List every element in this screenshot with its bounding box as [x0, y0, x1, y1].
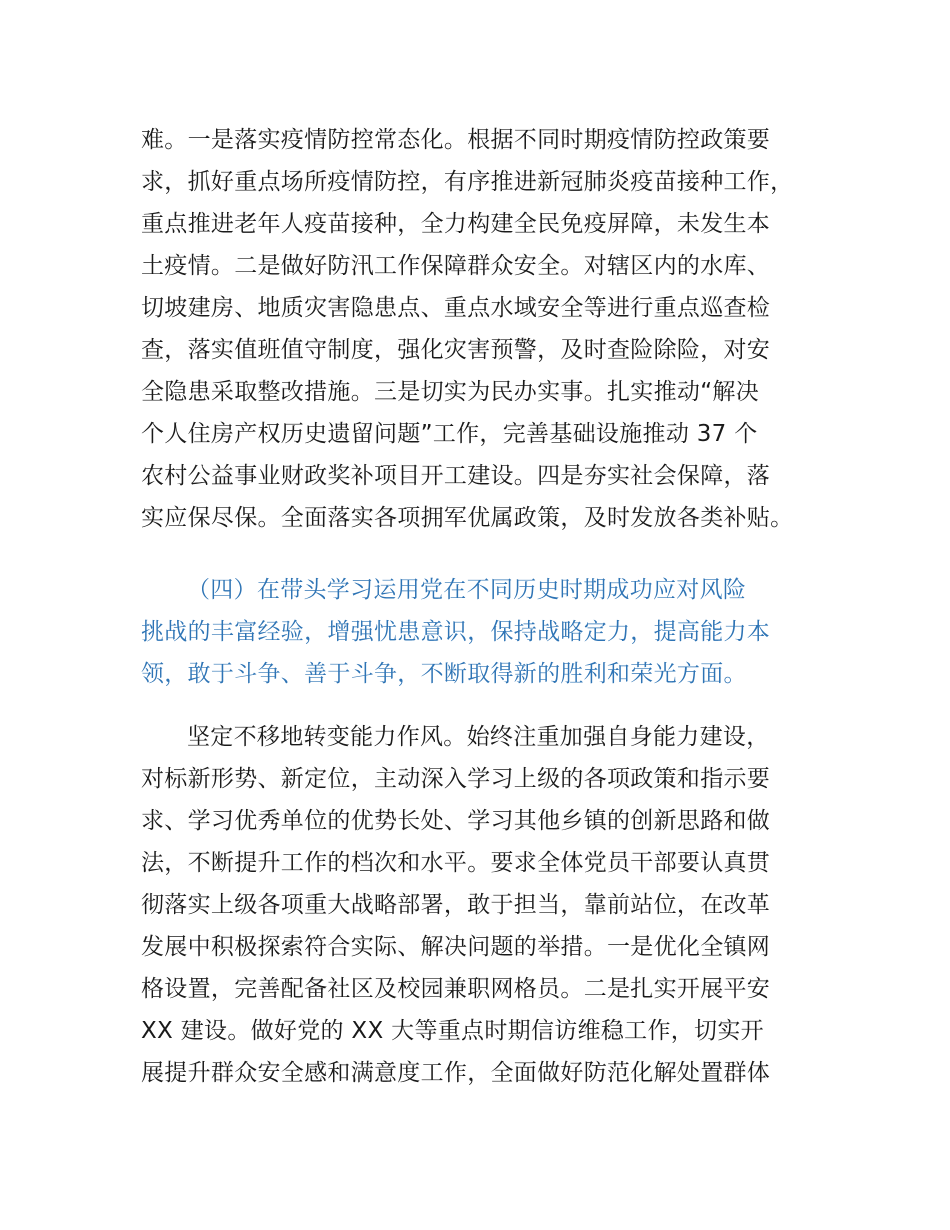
section-heading-four [141, 569, 821, 695]
text-line: 格设置，完善配备社区及校园兼职网格员。二是扎实开展平安 [141, 976, 771, 1002]
text-line: 发展中积极探索符合实际、解决问题的举措。一是优化全镇网 [141, 934, 771, 960]
text-line: 坚定不移地转变能力作风。始终注重加强自身能力建设， [187, 724, 770, 750]
text-line: 求、学习优秀单位的优势长处、学习其他乡镇的创新思路和做 [141, 808, 771, 834]
text-line: 切坡建房、地质灾害隐患点、重点水域安全等进行重点巡查检 [141, 295, 771, 321]
text-line: 土疫情。二是做好防汛工作保障群众安全。对辖区内的水库、 [141, 253, 771, 279]
text-line: 彻落实上级各项重大战略部署，敢于担当，靠前站位，在改革 [141, 892, 771, 918]
text-line: 展提升群众安全感和满意度工作，全面做好防范化解处置群体 [141, 1060, 771, 1086]
paragraph-capability-style [141, 716, 821, 1094]
text-line: 查，落实值班值守制度，强化灾害预警，及时查险除险，对安 [141, 337, 771, 363]
text-line: 实应保尽保。全面落实各项拥军优属政策，及时发放各类补贴。 [141, 505, 794, 531]
text-line: XX 建设。做好党的 XX 大等重点时期信访维稳工作，切实开 [141, 1018, 764, 1044]
text-line: 对标新形势、新定位，主动深入学习上级的各项政策和指示要 [141, 766, 771, 792]
heading-line: （四）在带头学习运用党在不同历史时期成功应对风险 [187, 577, 747, 603]
text-line: 难。一是落实疫情防控常态化。根据不同时期疫情防控政策要 [141, 127, 771, 153]
paragraph-epidemic-and-safety [141, 119, 821, 539]
text-line: 个人住房产权历史遗留问题”工作，完善基础设施推动 37 个 [141, 421, 758, 447]
text-line: 法，不断提升工作的档次和水平。要求全体党员干部要认真贯 [141, 850, 771, 876]
text-line: 重点推进老年人疫苗接种，全力构建全民免疫屏障，未发生本 [141, 211, 771, 237]
heading-line: 挑战的丰富经验，增强忧患意识，保持战略定力，提高能力本 [141, 619, 771, 645]
text-line: 求，抓好重点场所疫情防控，有序推进新冠肺炎疫苗接种工作， [141, 169, 794, 195]
text-line: 农村公益事业财政奖补项目开工建设。四是夯实社会保障，落 [141, 463, 771, 489]
text-line: 全隐患采取整改措施。三是切实为民办实事。扎实推动“解决 [141, 379, 760, 405]
heading-line: 领，敢于斗争、善于斗争，不断取得新的胜利和荣光方面。 [141, 661, 747, 687]
